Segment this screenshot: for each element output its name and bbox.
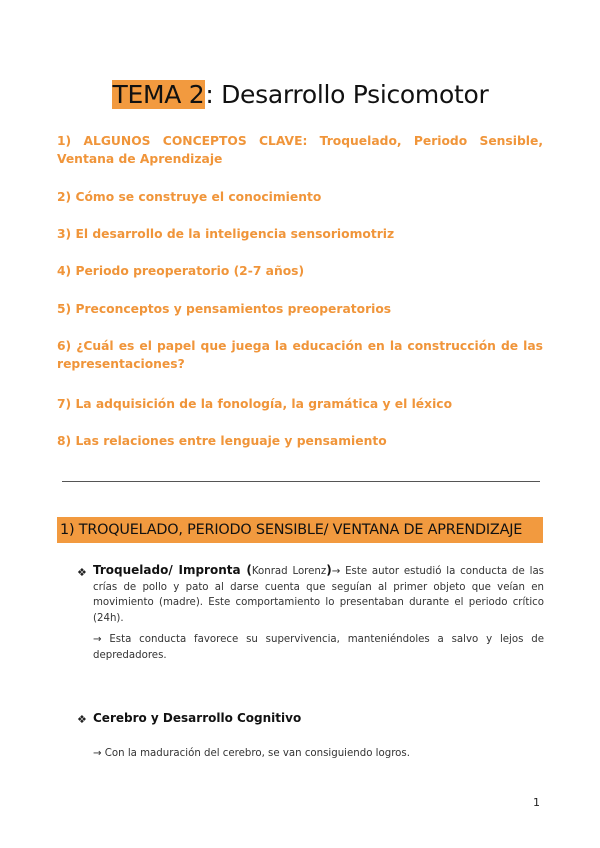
cerebro-heading: Cerebro y Desarrollo Cognitivo [93, 711, 302, 725]
toc-item-4: 4) Periodo preoperatorio (2-7 años) [57, 264, 305, 278]
page-number: 1 [533, 796, 540, 809]
diamond-bullet-icon: ❖ [77, 566, 87, 579]
section-heading: 1) TROQUELADO, PERIODO SENSIBLE/ VENTANA DE APRENDIZAJE [57, 517, 543, 543]
arrow-icon: → [331, 566, 346, 577]
title-rest: : Desarrollo Psicomotor [205, 80, 489, 109]
troquelado-paragraph [93, 563, 544, 626]
troquelado-term: Troquelado/ Impronta ( [93, 563, 252, 577]
toc-item-5: 5) Preconceptos y pensamientos preoperatorios [57, 302, 392, 316]
term-close: ) [326, 563, 332, 577]
toc-item-1: 1) ALGUNOS CONCEPTOS CLAVE: Troquelado, Periodo Sensible, Ventana de Aprendizaje [57, 134, 543, 166]
troquelado-followup: → Esta conducta favorece su supervivencia, manteniéndoles a salvo y lejos de depredadores. [93, 634, 544, 661]
toc-item-3: 3) El desarrollo de la inteligencia sensoriomotriz [57, 227, 395, 241]
title-highlight: TEMA 2 [112, 80, 205, 109]
diamond-bullet-icon: ❖ [77, 713, 87, 726]
toc-item-6: 6) ¿Cuál es el papel que juega la educación en la construcción de las representaciones? [57, 339, 543, 371]
toc-item-8: 8) Las relaciones entre lenguaje y pensamiento [57, 434, 387, 448]
cerebro-description: → Con la maduración del cerebro, se van consiguiendo logros. [93, 748, 410, 759]
horizontal-divider [62, 481, 540, 482]
page-title [0, 80, 600, 109]
troquelado-description: Este autor estudió la conducta de las crías de pollo y pato al darse cuenta que seguían al primer objeto que veían en movimiento (madre). Este comportamiento lo presentaban durante el periodo crítico (24h). [93, 566, 544, 624]
author-name: Konrad Lorenz [251, 566, 327, 577]
toc-item-7: 7) La adquisición de la fonología, la gramática y el léxico [57, 397, 453, 411]
toc-item-2: 2) Cómo se construye el conocimiento [57, 190, 322, 204]
